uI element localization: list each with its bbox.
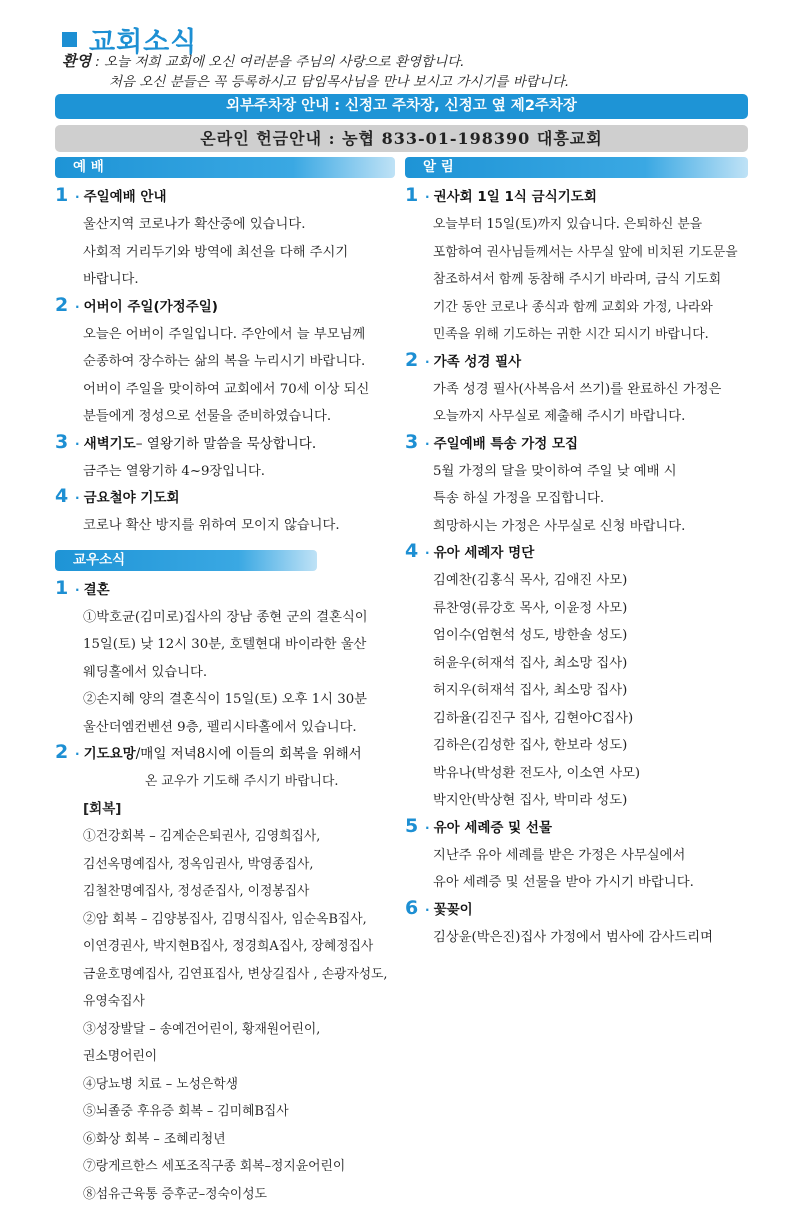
- item-number: 5: [405, 813, 425, 840]
- item-number: 2: [55, 292, 75, 319]
- item-line: 김하은(김성한 집사, 한보라 성도): [433, 732, 748, 760]
- item-line: 유아 세례증 및 선물을 받아 가시기 바랍니다.: [433, 869, 748, 897]
- members-item-1: [55, 575, 395, 742]
- item-line: 민족을 위해 기도하는 귀한 시간 되시기 바랍니다.: [433, 321, 748, 349]
- dot-separator: ·: [425, 431, 430, 458]
- parking-banner: 외부주차장 안내 : 신정고 주차장, 신정고 옆 제2주차장: [55, 94, 748, 119]
- item-number: 1: [55, 575, 75, 602]
- item-title-rest: /매일 저녁8시에 이들의 회복을 위해서: [136, 741, 362, 768]
- item-line: ⑤뇌졸중 후유증 회복 – 김미혜B집사: [83, 1098, 395, 1126]
- dot-separator: ·: [75, 485, 80, 512]
- item-title: 금요철야 기도회: [84, 485, 180, 512]
- item-line: 김예찬(김홍식 목사, 김애진 사모): [433, 567, 748, 595]
- item-line: 어버이 주일을 맞이하여 교회에서 70세 이상 되신: [83, 376, 395, 404]
- item-line: 가족 성경 필사(사복음서 쓰기)를 완료하신 가정은: [433, 376, 748, 404]
- item-title-rest: – 열왕기하 말씀을 묵상합니다.: [136, 431, 316, 458]
- item-line: 허윤우(허재석 집사, 최소망 집사): [433, 650, 748, 678]
- item-number: 2: [405, 347, 425, 374]
- item-line: 허지우(허재석 집사, 최소망 집사): [433, 677, 748, 705]
- item-line: 김하율(김진구 집사, 김현아C집사): [433, 705, 748, 733]
- item-line: 포함하여 권사님들께서는 사무실 앞에 비치된 기도문을: [433, 239, 748, 267]
- item-line: ⑥화상 회복 – 조혜리청년: [83, 1126, 395, 1154]
- item-line: 권소명어린이: [83, 1043, 395, 1071]
- recovery-subheading: [회복]: [83, 796, 395, 824]
- item-line: 류찬영(류강호 목사, 이윤정 사모): [433, 595, 748, 623]
- welcome-label: 환영: [62, 52, 91, 70]
- notice-item-6: [405, 895, 748, 952]
- item-title: 가족 성경 필사: [434, 349, 522, 376]
- dot-separator: ·: [75, 184, 80, 211]
- dot-separator: ·: [425, 897, 430, 924]
- item-line: 온 교우가 기도해 주시기 바랍니다.: [83, 768, 395, 796]
- item-title: 유아 세례자 명단: [434, 540, 535, 567]
- notice-item-5: [405, 813, 748, 897]
- dot-separator: ·: [425, 815, 430, 842]
- dot-separator: ·: [75, 294, 80, 321]
- notices-section-heading: 알 림: [405, 157, 748, 178]
- item-line: ②암 회복 – 김양봉집사, 김명식집사, 임순옥B집사,: [83, 906, 395, 934]
- item-line: 코로나 확산 방지를 위하여 모이지 않습니다.: [83, 512, 395, 540]
- item-line: 기간 동안 코로나 종식과 함께 교회와 가정, 나라와: [433, 294, 748, 322]
- item-line: 박지안(박상현 집사, 박미라 성도): [433, 787, 748, 815]
- welcome-line-1: : 오늘 저희 교회에 오신 여러분을 주님의 사랑으로 환영합니다.: [95, 54, 464, 70]
- item-line: 금주는 열왕기하 4~9장입니다.: [83, 458, 395, 486]
- left-column: [55, 157, 395, 1208]
- notice-item-2: [405, 347, 748, 431]
- item-line: 사회적 거리두기와 방역에 최선을 다해 주시기: [83, 239, 395, 267]
- item-line: 김철찬명예집사, 정성준집사, 이정봉집사: [83, 878, 395, 906]
- dot-separator: ·: [75, 431, 80, 458]
- item-title: 주일예배 특송 가정 모집: [434, 431, 579, 458]
- notice-item-4: [405, 538, 748, 815]
- notice-item-1: [405, 182, 748, 349]
- item-number: 6: [405, 895, 425, 922]
- square-bullet-icon: [62, 32, 77, 47]
- item-number: 1: [405, 182, 425, 209]
- item-line: 특송 하실 가정을 모집합니다.: [433, 485, 748, 513]
- item-line: 울산더엠컨벤션 9층, 펠리시타홀에서 있습니다.: [83, 714, 395, 742]
- item-title: 꽃꽂이: [434, 897, 473, 924]
- dot-separator: ·: [425, 349, 430, 376]
- item-line: 김선옥명예집사, 정옥임권사, 박영종집사,: [83, 851, 395, 879]
- dot-separator: ·: [75, 741, 80, 768]
- item-line: 순종하여 장수하는 삶의 복을 누리시기 바랍니다.: [83, 348, 395, 376]
- item-line: 오늘부터 15일(토)까지 있습니다. 은퇴하신 분을: [433, 211, 748, 239]
- item-line: 오늘은 어버이 주일입니다. 주안에서 늘 부모님께: [83, 321, 395, 349]
- page-title: 교회소식: [89, 20, 197, 59]
- item-title: 권사회 1일 1식 금식기도회: [434, 184, 597, 211]
- item-line: 15일(토) 낮 12시 30분, 호텔현대 바이라한 울산: [83, 631, 395, 659]
- item-line: 엄이수(엄현석 성도, 방한솔 성도): [433, 622, 748, 650]
- item-line: 유영숙집사: [83, 988, 395, 1016]
- item-line: ⑧섬유근육통 증후군–정숙이성도: [83, 1181, 395, 1208]
- item-line: 5월 가정의 달을 맞이하여 주일 낮 예배 시: [433, 458, 748, 486]
- dot-separator: ·: [425, 184, 430, 211]
- dot-separator: ·: [75, 577, 80, 604]
- item-number: 4: [405, 538, 425, 565]
- welcome-line-2: 처음 오신 분들은 꼭 등록하시고 담임목사님을 만나 보시고 가시기를 바랍니다.: [62, 72, 569, 92]
- item-line: 김상윤(박은진)집사 가정에서 범사에 감사드리며: [433, 924, 748, 952]
- item-number: 4: [55, 483, 75, 510]
- item-line: ⑦랑게르한스 세포조직구종 회복–정지윤어린이: [83, 1153, 395, 1181]
- item-title: 어버이 주일(가정주일): [84, 294, 218, 321]
- worship-item-3: [55, 429, 395, 486]
- item-line: ③성장발달 – 송예건어린이, 황재원어린이,: [83, 1016, 395, 1044]
- worship-item-2: [55, 292, 395, 431]
- item-number: 3: [55, 429, 75, 456]
- item-line: 박유나(박성환 전도사, 이소연 사모): [433, 760, 748, 788]
- item-line: 바랍니다.: [83, 266, 395, 294]
- item-line: 울산지역 코로나가 확산중에 있습니다.: [83, 211, 395, 239]
- item-line: 오늘까지 사무실로 제출해 주시기 바랍니다.: [433, 403, 748, 431]
- item-line: 지난주 유아 세례를 받은 가정은 사무실에서: [433, 842, 748, 870]
- item-title: 기도요망: [84, 741, 136, 768]
- welcome-message: [62, 51, 569, 92]
- offering-banner: 온라인 헌금안내 : 농협 833-01-198390 대흥교회: [55, 125, 748, 152]
- item-line: 이연경권사, 박지현B집사, 정경희A집사, 장혜정집사: [83, 933, 395, 961]
- members-section-heading: 교우소식: [55, 550, 317, 571]
- item-line: ②손지혜 양의 결혼식이 15일(토) 오후 1시 30분: [83, 686, 395, 714]
- item-line: 희망하시는 가정은 사무실로 신청 바랍니다.: [433, 513, 748, 541]
- item-line: 분들에게 정성으로 선물을 준비하였습니다.: [83, 403, 395, 431]
- item-title: 주일예배 안내: [84, 184, 167, 211]
- item-line: 웨딩홀에서 있습니다.: [83, 659, 395, 687]
- item-line: ①건강회복 – 김계순은퇴권사, 김영희집사,: [83, 823, 395, 851]
- item-title: 결혼: [84, 577, 110, 604]
- worship-item-1: [55, 182, 395, 294]
- item-line: 참조하셔서 함께 동참해 주시기 바라며, 금식 기도회: [433, 266, 748, 294]
- right-column: [405, 157, 748, 951]
- dot-separator: ·: [425, 540, 430, 567]
- worship-section-heading: 예 배: [55, 157, 395, 178]
- item-number: 1: [55, 182, 75, 209]
- item-line: 금윤호명예집사, 김연표집사, 변상길집사 , 손광자성도,: [83, 961, 395, 989]
- item-number: 2: [55, 739, 75, 766]
- item-line: ①박호균(김미로)집사의 장남 종현 군의 결혼식이: [83, 604, 395, 632]
- notice-item-3: [405, 429, 748, 541]
- item-line: ④당뇨병 치료 – 노성은학생: [83, 1071, 395, 1099]
- members-item-2: [55, 739, 395, 1208]
- item-title: 새벽기도: [84, 431, 136, 458]
- worship-item-4: [55, 483, 395, 540]
- item-title: 유아 세례증 및 선물: [434, 815, 552, 842]
- item-number: 3: [405, 429, 425, 456]
